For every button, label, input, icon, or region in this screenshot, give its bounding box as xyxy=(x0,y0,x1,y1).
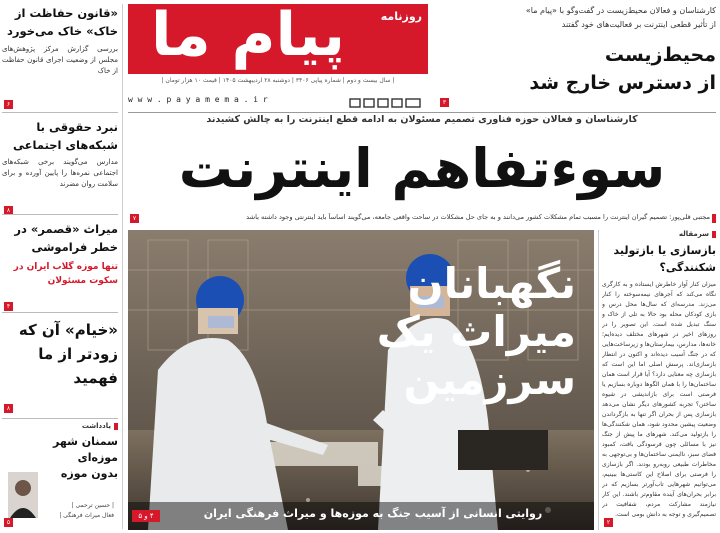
left-item-3-title: میراث «قصمر» در خطر فراموشی xyxy=(14,222,118,254)
photo-page-number: ۴ و ۵ xyxy=(132,510,160,522)
page-number: ۷ xyxy=(130,214,139,223)
divider xyxy=(2,312,118,313)
opinion-box[interactable] xyxy=(2,422,118,529)
page-number: ۳ xyxy=(440,98,449,107)
teaser-headline-2: از دسترس خارج شد xyxy=(529,72,716,94)
column-divider xyxy=(122,4,123,529)
note-title: سمنان شهر موزه‌ای بدون موزه xyxy=(53,435,118,480)
photo-overlay-3: سرزمین xyxy=(403,355,576,404)
deck-marker-icon xyxy=(712,214,716,223)
divider xyxy=(2,112,118,113)
editorial-label: سرمقاله xyxy=(679,230,716,238)
main-deck-text: مجتبی قلی‌پور: تصمیم گیران اینترنت را مسبب تمام مشکلات کشور می‌دانند و به جای حل مشکلات در ساحت واقعی جامعه، می‌گویند اساساً باید اینترنتی وجود داشته باشد xyxy=(246,213,710,221)
editorial-marker-icon xyxy=(712,231,716,238)
logo-strip-icon xyxy=(348,94,424,106)
hero-photo[interactable] xyxy=(128,230,594,530)
page-number: ۲ xyxy=(604,518,613,527)
left-item-4-title: «خیام» آن که زودتر از ما فهمید xyxy=(18,321,118,387)
logo xyxy=(128,0,428,74)
editorial-body: میزان کنار آوار خاطرش ایستاده و به کارگری نگاه می‌کند که آجرهای نیمه‌سوخته را کنار می‌زند. مدرسه‌ای که سال‌ها محل درس و بازی کودکان محله بود حالا به تلی از خاک و سنگ تبدیل شده است. این تصویر را در روزهای اخیر در شهرهای مختلف دیده‌ایم؛ خانه‌ها، مدارس، بیمارستان‌ها و زیرساخت‌هایی که در جنگ آسیب دیده‌اند و اکنون در انتظار بازسازی‌اند. پرسش اصلی اما این است که بازسازی چه معنایی دارد؟ آیا قرار است همان ساختمان‌ها را با همان الگوها دوباره بسازیم یا فرصتی است برای بازاندیشی در شیوه ساختن؟ تجربه کشورهای دیگر نشان می‌دهد بازسازی پس از بحران اگر تنها به بازگرداندن وضعیت پیشین محدود شود، همان شکنندگی‌ها را بازتولید می‌کند. شهرهای ما پیش از جنگ نیز با مسائلی چون فرسودگی بافت، کمبود فضای سبز، ناایمنی ساختمان‌ها و بی‌توجهی به مخاطرات طبیعی روبه‌رو بودند. اگر بازسازی را فرصتی برای اصلاح این کاستی‌ها ببینیم، می‌توانیم شهرهایی تاب‌آورتر بسازیم که در برابر بحران‌های آینده مقاوم‌تر باشند. این کار نیازمند مشارکت مردم، شفافیت در تصمیم‌گیری و توجه به دانش بومی است. xyxy=(602,281,716,518)
left-item-2-title: نبرد حقوقی با شبکه‌های اجتماعی xyxy=(13,120,118,152)
left-item-3-sub: تنها موزه گلاب ایران در سکوت مسئولان xyxy=(13,262,118,286)
teaser-kicker: کارشناسان و فعالان محیط‌زیست در گفت‌وگو با «پیام ما» xyxy=(525,6,716,15)
main-kicker: کارشناسان و فعالان حوزه فناوری تصمیم مسئولان به ادامه قطع اینترنت را به چالش کشیدند xyxy=(206,114,638,125)
photo-caption: روایتی انسانی از آسیب جنگ به موزه‌ها و میراث فرهنگی ایران xyxy=(203,507,543,520)
page-number: ۸ xyxy=(4,206,13,215)
teaser-headline-1: محیط‌زیست xyxy=(604,44,716,66)
teaser-kicker-sub: از تأثیر قطعی اینترنت بر فعالیت‌های خود گفتند xyxy=(561,20,716,29)
note-label: یادداشت xyxy=(82,422,118,430)
masthead xyxy=(128,0,428,110)
column-divider xyxy=(598,230,599,530)
issue-line: | سال بیست و دوم | شماره پیاپی ۳۴۰۶ | دوشنبه ۲۸ اردیبهشت ۱۴۰۵ | قیمت ۱۰ هزار تومان | xyxy=(161,77,395,84)
main-headline[interactable]: سوءتفاهم اینترنت xyxy=(178,137,666,200)
divider xyxy=(2,418,118,419)
left-item-3[interactable] xyxy=(2,220,118,310)
left-item-2-text: مدارس می‌گویند برخی شبکه‌های اجتماعی نمره‌ها را پایین آورده و برای سلامت روان مضرند xyxy=(2,158,118,188)
left-item-1[interactable] xyxy=(2,4,118,108)
main-deck[interactable] xyxy=(128,212,716,226)
top-teaser[interactable] xyxy=(436,4,716,108)
divider xyxy=(128,112,716,113)
page-number: ۶ xyxy=(4,100,13,109)
left-item-4[interactable] xyxy=(2,318,118,412)
logo-text: پیام ما xyxy=(150,0,346,70)
editorial[interactable] xyxy=(602,230,716,530)
left-item-1-title: «قانون حفاظت از خاک» خاک می‌خورد xyxy=(7,6,118,38)
page-number: ۵ xyxy=(4,518,13,527)
newspaper-label: روزنامه xyxy=(380,10,422,23)
photo-overlay-1: نگهبانان xyxy=(407,259,576,308)
editorial-title: بازسازی یا بازتولید شکنندگی؟ xyxy=(613,244,716,274)
author-photo xyxy=(8,472,38,518)
left-item-2[interactable] xyxy=(2,118,118,214)
page-number: ۴ xyxy=(4,302,13,311)
note-author-role: فعال میراث فرهنگی | xyxy=(59,512,114,519)
left-item-1-text: بررسی گزارش مرکز پژوهش‌های مجلس از وضعیت اجرای قانون حفاظت از خاک xyxy=(2,45,118,75)
divider xyxy=(2,214,118,215)
note-author: | حسین ترحمی | xyxy=(71,502,114,509)
photo-overlay-2: میراث یک xyxy=(376,307,576,356)
website[interactable]: w w w . p a y a m e m a . i r xyxy=(128,95,268,104)
page-number: ۸ xyxy=(4,404,13,413)
note-marker-icon xyxy=(114,423,118,430)
